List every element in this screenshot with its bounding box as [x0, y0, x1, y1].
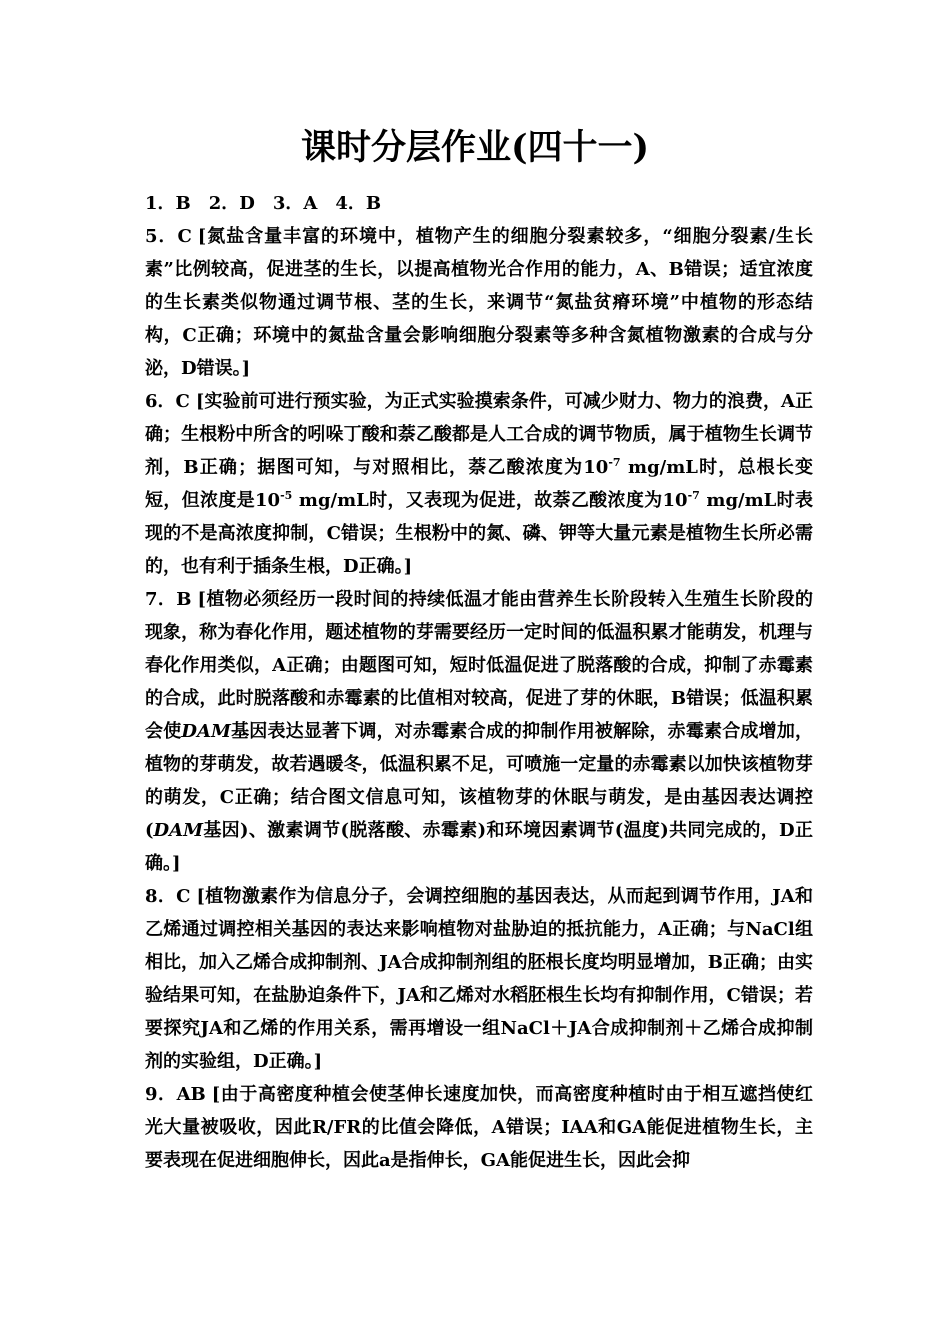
answer-8	[145, 880, 813, 1078]
answer-8-explanation: [植物激素作为信息分子，会调控细胞的基因表达，从而起到调节作用，JA和乙烯通过调控相关基因的表达来影响植物对盐胁迫的抵抗能力，A正确；与NaCl组相比，加入乙烯合成抑制剂、JA合成抑制剂组的胚根长度均明显增加，B正确；由实验结果可知，在盐胁迫条件下，JA和乙烯对水稻胚根生长均有抑制作用，C错误；若要探究JA和乙烯的作用关系，需再增设一组NaCl＋JA合成抑制剂＋乙烯合成抑制剂的实验组，D正确。]	[145, 886, 813, 1072]
answer-6-text-part4: mg/mL时表现的不是高浓度抑制，C错误；生根粉中的氮、磷、钾等大量元素是植物生长所必需的，也有利于插条生根，D正确。]	[145, 490, 813, 577]
answer-7-gene-name-1: DAM	[181, 721, 231, 742]
answer-5-explanation: [氮盐含量丰富的环境中，植物产生的细胞分裂素较多，“细胞分裂素/生长素”比例较高，促进茎的生长，以提高植物光合作用的能力，A、B错误；适宜浓度的生长素类似物通过调节根、茎的生长，来调节“氮盐贫瘠环境”中植物的形态结构，C正确；环境中的氮盐含量会影响细胞分裂素等多种含氮植物激素的合成与分泌，D错误。]	[145, 226, 813, 379]
answer-7-gene-name-2: DAM	[153, 820, 204, 841]
answer-6	[145, 385, 813, 583]
answer-7-text-part3: 基因)、激素调节(脱落酸、赤霉素)和环境因素调节(温度)共同完成的，D正确。]	[145, 820, 813, 874]
answer-6-text-part2: mg/mL时，总根长变短，但浓度是10	[145, 457, 813, 511]
answer-6-exponent-2: -5	[280, 489, 293, 502]
answer-7-text-part1: [植物必须经历一段时间的持续低温才能由营养生长阶段转入生殖生长阶段的现象，称为春化作用，题述植物的芽需要经历一定时间的低温积累才能萌发，机理与春化作用类似，A正确；由题图可知，短时低温促进了脱落酸的合成，抑制了赤霉素的合成，此时脱落酸和赤霉素的比值相对较高，促进了芽的休眠，B错误；低温积累会使	[145, 589, 813, 742]
answer-line-1-4: 1．B 2．D 3．A 4．B	[145, 193, 382, 214]
answer-9-number: 9．AB	[145, 1084, 206, 1105]
page-title: 课时分层作业(四十一)	[300, 127, 650, 168]
answer-7	[145, 583, 813, 880]
answer-9-explanation: [由于高密度种植会使茎伸长速度加快，而高密度种植时由于相互遮挡使红光大量被吸收，因此R/FR的比值会降低，A错误；IAA和GA能促进植物生长，主要表现在促进细胞伸长，因此a是指伸长，GA能促进生长，因此会抑	[145, 1084, 813, 1171]
answer-8-number: 8．C	[145, 886, 191, 907]
answer-6-number: 6．C	[145, 391, 190, 412]
answer-content	[145, 187, 813, 1177]
answer-5-number: 5．C	[145, 226, 192, 247]
answer-6-text-part1: [实验前可进行预实验，为正式实验摸索条件，可减少财力、物力的浪费，A正确；生根粉中所含的吲哚丁酸和萘乙酸都是人工合成的调节物质，属于植物生长调节剂，B正确；据图可知，与对照相比，萘乙酸浓度为10	[145, 391, 813, 478]
answer-9	[145, 1078, 813, 1177]
answer-7-number: 7．B	[145, 589, 192, 610]
answer-5	[145, 220, 813, 385]
answer-6-text-part3: mg/mL时，又表现为促进，故萘乙酸浓度为10	[292, 490, 688, 511]
answer-6-exponent-3: -7	[687, 489, 700, 502]
answer-6-exponent-1: -7	[608, 456, 621, 469]
answer-7-text-part2: 基因表达显著下调，对赤霉素合成的抑制作用被解除，赤霉素合成增加，植物的芽萌发，故若遇暖冬，低温积累不足，可喷施一定量的赤霉素以加快该植物芽的萌发，C正确；结合图文信息可知，该植物芽的休眠与萌发，是由基因表达调控(	[145, 721, 814, 841]
